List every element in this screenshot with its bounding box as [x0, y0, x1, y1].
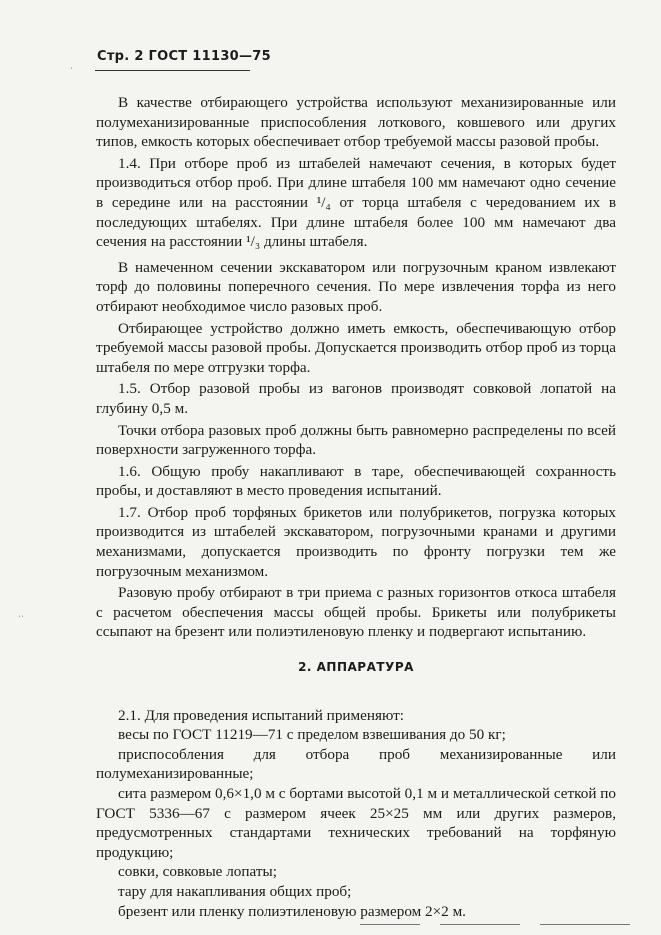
footer-scan-line — [540, 924, 630, 925]
footer-scan-line — [360, 924, 420, 925]
paragraph-sample-points: Точки отбора разовых проб должны быть равномерно распределены по всей поверхности загруженного торфа. — [96, 421, 616, 459]
document-body — [96, 93, 616, 921]
section-title-apparatus: 2. АППАРАТУРА — [298, 660, 414, 675]
paragraph-sampling-device: В качестве отбирающего устройства используют механизированные или полумеханизированные приспособления лоткового, ковшевого или других типов, емкость которых обеспечивает отбор требуемой массы разовой пробы. — [96, 94, 616, 151]
list-item: тару для накапливания общих проб; — [118, 882, 352, 900]
paragraph-1-4: 1.4. При отборе проб из штабелей намечают сечения, в которых будет производиться отбор проб. При длине штабеля 100 мм намечают одно сечение в середине или на расстоянии ¹/₄ от торца штабеля с чередованием их в последующих штабелях. При длине штабеля более 100 мм намечают два сечения на расстоянии ¹/₃ длины штабеля. — [96, 154, 616, 251]
header-underline — [95, 70, 250, 71]
paragraph-1-7: 1.7. Отбор проб торфяных брикетов или полубрикетов, погрузка которых производится из штабелей экскаватором, погрузочными кранами и другими механизмами, допускается производить по фронту погрузки тем же погрузочным механизмом. — [96, 503, 616, 580]
list-item: сита размером 0,6×1,0 м с бортами высотой 0,1 м и металлической сеткой по ГОСТ 5336—67 с размером ячеек 25×25 мм или других размеров, предусмотренных стандартами технических требований на торфяную продукцию; — [96, 785, 616, 861]
paragraph-three-stages: Разовую пробу отбирают в три приема с разных горизонтов откоса штабеля с расчетом обеспечения массы общей пробы. Брикеты или полубрикеты ссыпают на брезент или полиэтиленовую пленку и подвергают испытанию. — [96, 584, 616, 641]
paragraph-1-5: 1.5. Отбор разовой пробы из вагонов производят совковой лопатой на глубину 0,5 м. — [96, 380, 616, 417]
list-item: весы по ГОСТ 11219—71 с пределом взвешивания до 50 кг; — [118, 726, 506, 744]
footer-scan-line — [440, 924, 520, 925]
paragraph-1-6: 1.6. Общую пробу накапливают в таре, обеспечивающей сохранность пробы, и доставляют в место проведения испытаний. — [96, 462, 616, 500]
list-item: приспособления для отбора проб механизированные или полумеханизированные; — [96, 745, 616, 783]
list-item: 2.1. Для проведения испытаний применяют: — [118, 706, 405, 724]
scan-speck: ˈˈ — [18, 614, 24, 624]
paragraph-device-capacity: Отбирающее устройство должно иметь емкость, обеспечивающую отбор требуемой массы разовой пробы. Допускается производить отбор проб из торца штабеля по мере отгрузки торфа. — [96, 319, 616, 376]
list-item: брезент или пленку полиэтиленовую размером 2×2 м. — [118, 902, 466, 920]
page-header: Стр. 2 ГОСТ 11130—75 — [97, 49, 272, 64]
scan-speck: ˈ — [70, 66, 73, 76]
apparatus-list — [96, 706, 616, 922]
list-item: совки, совковые лопаты; — [118, 863, 277, 881]
paragraph-excavator: В намеченном сечении экскаватором или погрузочным краном извлекают торф до половины поперечного сечения. По мере извлечения торфа из него отбирают необходимое число разовых проб. — [96, 258, 616, 315]
